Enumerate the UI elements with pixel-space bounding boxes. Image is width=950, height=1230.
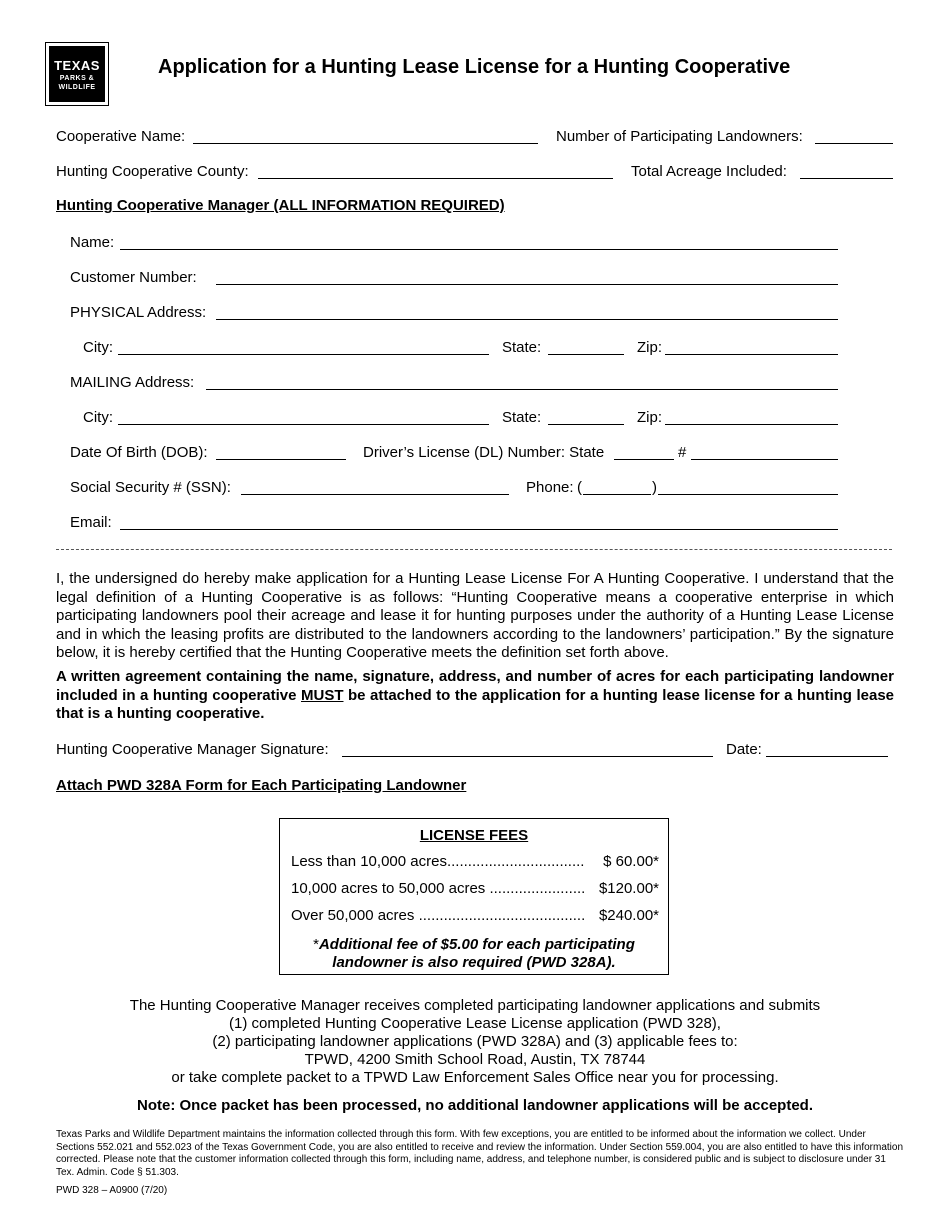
- date-field[interactable]: [766, 756, 888, 757]
- cooperative-name-label: Cooperative Name:: [56, 128, 186, 145]
- dl-number-field[interactable]: [691, 459, 838, 460]
- fee-row: [291, 880, 659, 897]
- email-label: Email:: [70, 514, 112, 531]
- note-line-1: Additional fee of $5.00 for each participating: [318, 936, 635, 953]
- mailing-zip-field[interactable]: [665, 424, 838, 425]
- physical-state-label: State:: [502, 339, 542, 356]
- agreement-text-2: be attached to the application for a hunting lease license for a hunting lease that is a hunting cooperative.: [56, 686, 895, 722]
- dl-state-label: Driver’s License (DL) Number: State: [363, 444, 605, 461]
- signature-label: Hunting Cooperative Manager Signature:: [56, 741, 329, 758]
- fee-tier-amount: $240.00*: [598, 907, 659, 924]
- manager-name-field[interactable]: [120, 249, 838, 250]
- phone-area-close: ): [652, 479, 657, 496]
- fee-tier-amount: $ 60.00*: [603, 853, 659, 870]
- customer-number-label: Customer Number:: [70, 269, 197, 286]
- agreement-text-1: A written agreement containing the name, signature, address, and number of acres for each participating landowner included in a hunting cooperative: [56, 668, 894, 704]
- physical-address-label: PHYSICAL Address:: [70, 304, 207, 321]
- instruction-line: TPWD, 4200 Smith School Road, Austin, TX 78744: [304, 1051, 646, 1068]
- mailing-state-field[interactable]: [548, 424, 624, 425]
- ssn-field[interactable]: [241, 494, 509, 495]
- ssn-label: Social Security # (SSN):: [70, 479, 231, 496]
- written-agreement-notice: [56, 668, 894, 724]
- instruction-line: The Hunting Cooperative Manager receives completed participating landowner applications and submits: [129, 997, 821, 1014]
- fee-row: [291, 907, 659, 924]
- signature-field[interactable]: [342, 756, 713, 757]
- physical-city-label: City:: [83, 339, 113, 356]
- instruction-line: (2) participating landowner applications (PWD 328A) and (3) applicable fees to:: [212, 1033, 738, 1050]
- form-id: PWD 328 – A0900 (7/20): [56, 1185, 168, 1196]
- processing-note: Note: Once packet has been processed, no additional landowner applications will be accepted.: [137, 1097, 813, 1114]
- section-divider: [56, 549, 892, 550]
- phone-area-open: (: [577, 479, 582, 496]
- acreage-field[interactable]: [800, 178, 893, 179]
- fee-tier-label: Less than 10,000 acres.................................: [291, 853, 585, 870]
- privacy-notice: Texas Parks and Wildlife Department maintains the information collected through this form. With few exceptions, you are entitled to be informed about the information we collect. Under Sections 552.021 and 552.023 of the Texas Government Code, you are also entitled to receive and review the information. Under Section 559.004, you are also entitled to have this information corrected. Please note that the customer information collected through this form, including name, address, and telephone number, is considered public and is subject to disclosure under 31 Tex. Admin. Code § 51.303.: [56, 1129, 904, 1178]
- tpwd-logo: [45, 42, 109, 106]
- mailing-city-field[interactable]: [118, 424, 489, 425]
- mailing-zip-label: Zip:: [637, 409, 663, 426]
- mailing-state-label: State:: [502, 409, 542, 426]
- phone-label: Phone:: [526, 479, 574, 496]
- mailing-address-field[interactable]: [206, 389, 838, 390]
- physical-city-field[interactable]: [118, 354, 489, 355]
- phone-area-code-field[interactable]: [583, 494, 651, 495]
- physical-zip-field[interactable]: [665, 354, 838, 355]
- logo-text-parks: PARKS &: [59, 74, 95, 82]
- physical-zip-label: Zip:: [637, 339, 663, 356]
- fee-tier-label: Over 50,000 acres ........................................: [291, 907, 586, 924]
- mailing-city-label: City:: [83, 409, 113, 426]
- manager-name-label: Name:: [70, 234, 115, 251]
- customer-number-field[interactable]: [216, 284, 838, 285]
- phone-number-field[interactable]: [658, 494, 838, 495]
- declaration-paragraph: I, the undersigned do hereby make application for a Hunting Lease License For A Hunting Cooperative. I understand that the legal definition of a Hunting Cooperative is as follows: “Hunting Cooperative means a cooperative enterprise in which participating landowners pool their acreage and lease it for hunting purposes under the authority of a Hunting Lease License and in which the leasing profits are distributed to the landowners according to the landowners’ participation.” By the signature below, it is hereby certified that the Hunting Cooperative meets the definition set forth above.: [56, 570, 894, 661]
- note-asterisk: *: [313, 936, 319, 953]
- email-field[interactable]: [120, 529, 838, 530]
- dl-state-field[interactable]: [614, 459, 674, 460]
- county-field[interactable]: [258, 178, 613, 179]
- attach-heading: Attach PWD 328A Form for Each Participating Landowner: [56, 777, 467, 794]
- physical-state-field[interactable]: [548, 354, 624, 355]
- page-title: Application for a Hunting Lease License for a Hunting Cooperative: [158, 56, 791, 78]
- county-label: Hunting Cooperative County:: [56, 163, 249, 180]
- dob-field[interactable]: [216, 459, 346, 460]
- manager-section-heading: Hunting Cooperative Manager (ALL INFORMATION REQUIRED): [56, 197, 505, 214]
- landowners-count-field[interactable]: [815, 143, 893, 144]
- instruction-line: or take complete packet to a TPWD Law Enforcement Sales Office near you for processing.: [171, 1069, 779, 1086]
- note-line-2: landowner is also required (PWD 328A).: [332, 954, 616, 971]
- date-label: Date:: [726, 741, 762, 758]
- landowners-count-label: Number of Participating Landowners:: [556, 128, 803, 145]
- cooperative-name-field[interactable]: [193, 143, 538, 144]
- additional-fee-note: [280, 936, 668, 972]
- acreage-label: Total Acreage Included:: [631, 163, 787, 180]
- license-fees-box: [279, 818, 669, 975]
- dl-number-hash: #: [678, 444, 687, 461]
- logo-text-wildlife: WILDLIFE: [58, 83, 96, 91]
- fee-tier-amount: $120.00*: [598, 880, 659, 897]
- fees-title: LICENSE FEES: [419, 827, 529, 844]
- agreement-must: MUST: [301, 686, 344, 704]
- fee-row: [291, 853, 659, 870]
- mailing-address-label: MAILING Address:: [70, 374, 195, 391]
- fee-tier-label: 10,000 acres to 50,000 acres .......................: [291, 880, 586, 897]
- dob-label: Date Of Birth (DOB):: [70, 444, 208, 461]
- instruction-line: (1) completed Hunting Cooperative Lease License application (PWD 328),: [229, 1015, 721, 1032]
- logo-text-texas: TEXAS: [54, 57, 100, 73]
- physical-address-field[interactable]: [216, 319, 838, 320]
- submission-instructions: [0, 997, 950, 1087]
